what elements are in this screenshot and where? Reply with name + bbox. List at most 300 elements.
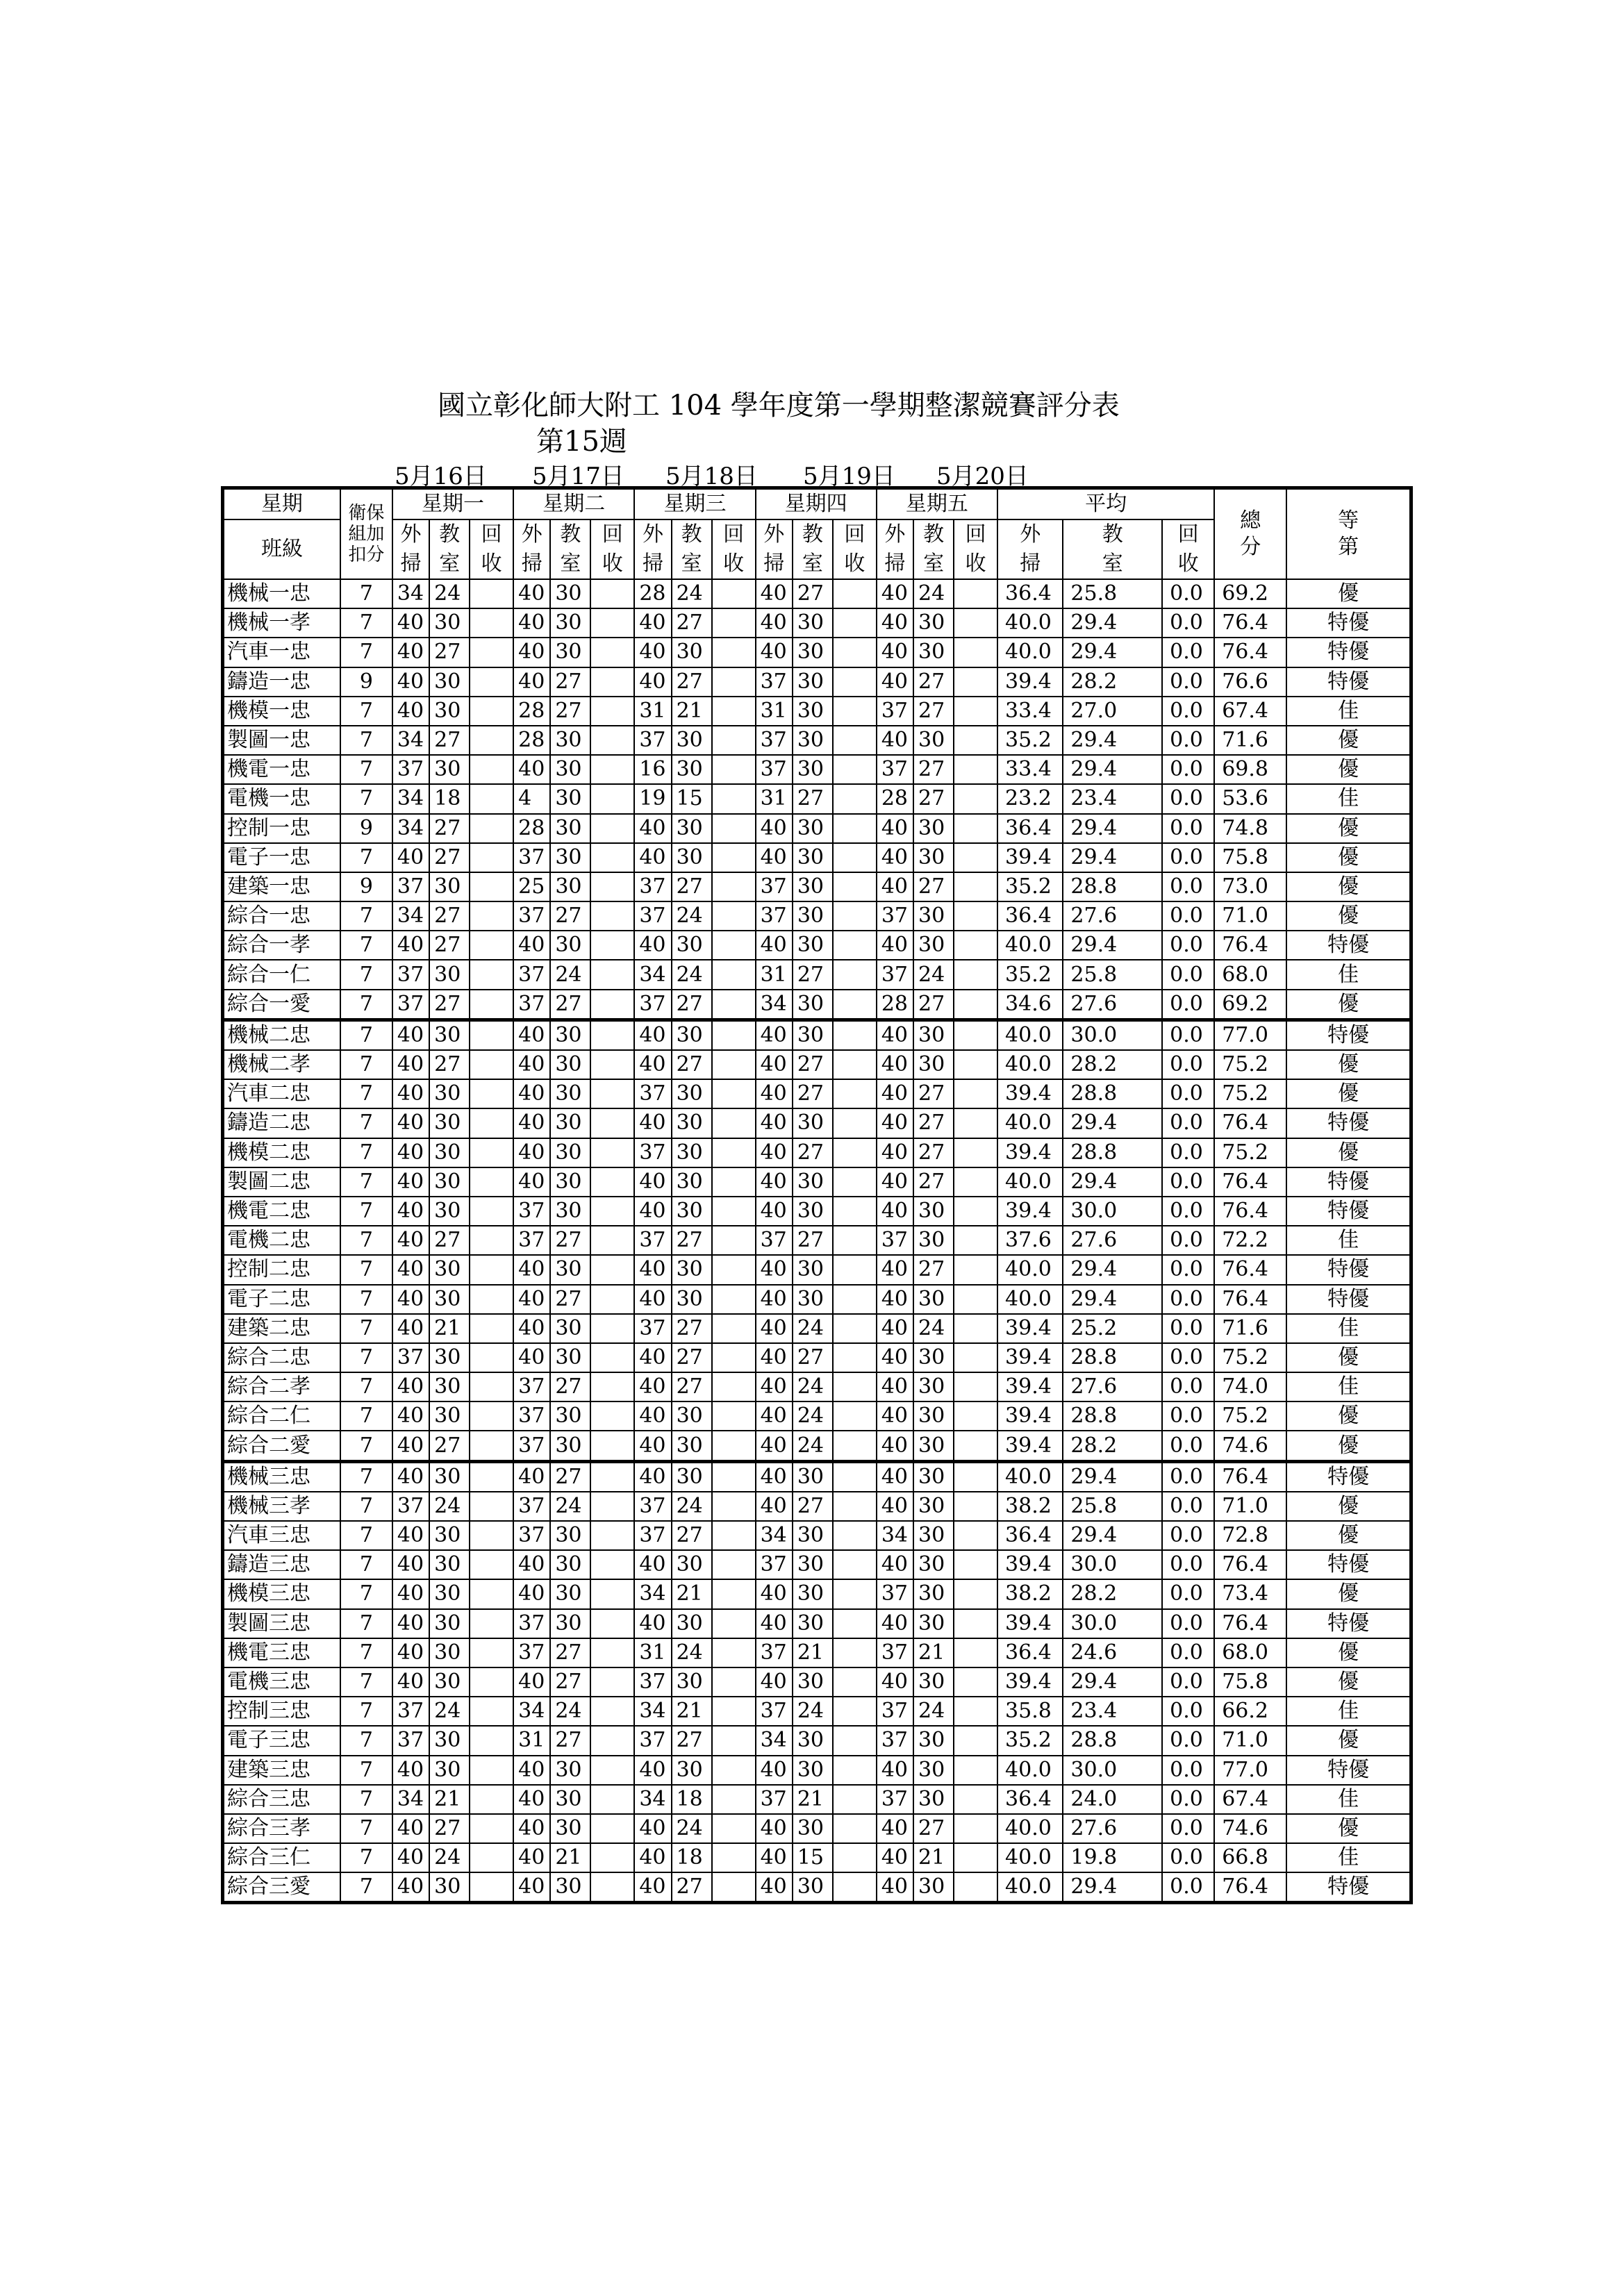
classroom-score-cell: 30 [672, 1108, 712, 1138]
grade-cell: 優 [1286, 726, 1411, 755]
recycle-score-cell [833, 1638, 877, 1667]
classroom-score-cell: 30 [429, 1138, 470, 1167]
recycle-score-cell [470, 1697, 513, 1726]
classroom-score-cell: 24 [672, 901, 712, 931]
classroom-score-cell: 24 [672, 960, 712, 989]
avg-outdoor-cell: 35.2 [997, 960, 1063, 989]
deduction-cell: 9 [340, 872, 392, 901]
grade-cell: 佳 [1286, 1697, 1411, 1726]
outdoor-score-cell: 40 [634, 843, 671, 872]
recycle-score-cell [712, 931, 756, 960]
classroom-score-cell: 30 [672, 1020, 712, 1050]
recycle-score-cell [712, 638, 756, 667]
classroom-score-cell: 30 [550, 726, 590, 755]
avg-recycle-cell: 0.0 [1162, 697, 1214, 726]
classroom-score-cell: 27 [429, 901, 470, 931]
total-cell: 75.8 [1214, 843, 1286, 872]
recycle-score-cell [954, 1431, 997, 1461]
recycle-score-cell [470, 1579, 513, 1608]
recycle-score-cell [470, 1843, 513, 1872]
outdoor-score-cell: 37 [513, 1226, 550, 1255]
table-row [223, 1197, 1411, 1226]
total-header [1214, 488, 1286, 580]
avg-recycle-cell: 0.0 [1162, 872, 1214, 901]
grade-cell: 特優 [1286, 1609, 1411, 1638]
avg-outdoor-cell: 40.0 [997, 1050, 1063, 1079]
outdoor-score-cell: 40 [877, 1550, 913, 1579]
outdoor-score-cell: 40 [392, 1108, 429, 1138]
classroom-score-cell: 30 [672, 1255, 712, 1284]
classroom-score-cell: 21 [429, 1785, 470, 1814]
deduction-cell: 7 [340, 901, 392, 931]
avg-outdoor-cell: 40.0 [997, 1020, 1063, 1050]
total-cell: 67.4 [1214, 697, 1286, 726]
outdoor-score-cell: 28 [877, 784, 913, 813]
classroom-score-cell: 27 [913, 755, 954, 784]
outdoor-score-cell: 40 [877, 1872, 913, 1903]
outdoor-score-cell: 40 [392, 843, 429, 872]
recycle-score-cell [954, 814, 997, 843]
avg-recycle-cell: 0.0 [1162, 960, 1214, 989]
recycle-score-cell [470, 1726, 513, 1755]
recycle-score-cell [954, 1255, 997, 1284]
deduction-cell: 7 [340, 1843, 392, 1872]
classroom-score-cell: 24 [793, 1314, 833, 1343]
recycle-score-cell [590, 1431, 634, 1461]
classroom-score-cell: 30 [429, 1020, 470, 1050]
grade-cell: 優 [1286, 1050, 1411, 1079]
grade-cell: 優 [1286, 1079, 1411, 1108]
classroom-score-cell: 27 [913, 872, 954, 901]
sub-header-top: 外 [997, 519, 1063, 549]
avg-recycle-cell: 0.0 [1162, 1372, 1214, 1401]
recycle-score-cell [470, 1079, 513, 1108]
avg-outdoor-cell: 35.2 [997, 726, 1063, 755]
outdoor-score-cell: 37 [513, 1521, 550, 1550]
sub-header-bottom: 收 [1162, 549, 1214, 579]
outdoor-score-cell: 37 [513, 1492, 550, 1521]
recycle-score-cell [954, 1020, 997, 1050]
sub-header-top: 教 [913, 519, 954, 549]
outdoor-score-cell: 37 [756, 755, 793, 784]
classroom-score-cell: 24 [429, 1492, 470, 1521]
outdoor-score-cell: 4 [513, 784, 550, 813]
classroom-score-cell: 27 [913, 1138, 954, 1167]
outdoor-score-cell: 31 [756, 784, 793, 813]
classroom-score-cell: 30 [550, 1108, 590, 1138]
classroom-score-cell: 21 [672, 697, 712, 726]
table-row [223, 638, 1411, 667]
classroom-score-cell: 27 [550, 1285, 590, 1314]
outdoor-score-cell: 40 [392, 1814, 429, 1843]
classroom-score-cell: 27 [793, 1050, 833, 1079]
deduction-cell: 7 [340, 1138, 392, 1167]
outdoor-score-cell: 28 [513, 726, 550, 755]
sub-header-top: 回 [712, 519, 756, 549]
outdoor-score-cell: 34 [392, 579, 429, 608]
recycle-score-cell [712, 608, 756, 638]
classroom-score-cell: 18 [672, 1843, 712, 1872]
recycle-score-cell [954, 726, 997, 755]
classroom-score-cell: 30 [793, 1461, 833, 1492]
total-cell: 76.4 [1214, 1167, 1286, 1197]
outdoor-score-cell: 40 [877, 814, 913, 843]
outdoor-score-cell: 37 [392, 1492, 429, 1521]
avg-recycle-cell: 0.0 [1162, 1492, 1214, 1521]
recycle-score-cell [470, 1785, 513, 1814]
outdoor-score-cell: 40 [392, 1020, 429, 1050]
recycle-score-cell [833, 1843, 877, 1872]
classroom-score-cell: 30 [550, 1138, 590, 1167]
recycle-score-cell [590, 1550, 634, 1579]
total-cell: 74.6 [1214, 1814, 1286, 1843]
deduction-cell: 7 [340, 1638, 392, 1667]
class-name-cell: 汽車二忠 [223, 1079, 340, 1108]
recycle-score-cell [954, 667, 997, 697]
classroom-score-cell: 24 [672, 1492, 712, 1521]
outdoor-score-cell: 34 [392, 726, 429, 755]
avg-recycle-cell: 0.0 [1162, 1697, 1214, 1726]
grade-cell: 優 [1286, 755, 1411, 784]
avg-recycle-cell: 0.0 [1162, 1079, 1214, 1108]
recycle-score-cell [470, 1108, 513, 1138]
recycle-score-cell [833, 1226, 877, 1255]
avg-classroom-cell: 28.8 [1063, 1401, 1162, 1431]
outdoor-score-cell: 40 [877, 1343, 913, 1372]
classroom-score-cell: 27 [672, 608, 712, 638]
outdoor-score-cell: 40 [634, 1050, 671, 1079]
deduction-cell: 7 [340, 1492, 392, 1521]
sub-header-top: 外 [877, 519, 913, 549]
outdoor-score-cell: 40 [756, 1343, 793, 1372]
recycle-score-cell [590, 1079, 634, 1108]
classroom-score-cell: 30 [793, 990, 833, 1020]
outdoor-score-cell: 40 [756, 1285, 793, 1314]
classroom-score-cell: 24 [672, 1814, 712, 1843]
total-cell: 66.8 [1214, 1843, 1286, 1872]
outdoor-score-cell: 37 [756, 1785, 793, 1814]
outdoor-score-cell: 28 [877, 990, 913, 1020]
classroom-score-cell: 30 [672, 1401, 712, 1431]
outdoor-score-cell: 40 [392, 638, 429, 667]
classroom-score-cell: 30 [913, 1343, 954, 1372]
recycle-score-cell [833, 608, 877, 638]
deduction-cell: 7 [340, 1167, 392, 1197]
outdoor-score-cell: 31 [634, 697, 671, 726]
recycle-score-cell [590, 1108, 634, 1138]
outdoor-score-cell: 40 [513, 755, 550, 784]
classroom-score-cell: 30 [793, 1108, 833, 1138]
classroom-score-cell: 30 [793, 901, 833, 931]
sub-header-top: 外 [634, 519, 671, 549]
recycle-score-cell [590, 1872, 634, 1903]
outdoor-score-cell: 40 [634, 931, 671, 960]
recycle-score-cell [954, 608, 997, 638]
recycle-score-cell [833, 1431, 877, 1461]
classroom-score-cell: 15 [672, 784, 712, 813]
deduction-cell: 7 [340, 755, 392, 784]
sub-header-bottom: 室 [550, 549, 590, 579]
avg-classroom-cell: 25.2 [1063, 1314, 1162, 1343]
recycle-score-cell [712, 697, 756, 726]
avg-recycle-cell: 0.0 [1162, 1756, 1214, 1785]
sub-header-bottom: 掃 [756, 549, 793, 579]
outdoor-score-cell: 40 [877, 1285, 913, 1314]
recycle-score-cell [954, 1461, 997, 1492]
recycle-score-cell [954, 990, 997, 1020]
total-cell: 73.4 [1214, 1579, 1286, 1608]
classroom-score-cell: 30 [429, 1756, 470, 1785]
classroom-score-cell: 30 [429, 1197, 470, 1226]
outdoor-score-cell: 40 [756, 1108, 793, 1138]
class-name-cell: 機模一忠 [223, 697, 340, 726]
outdoor-score-cell: 40 [877, 1609, 913, 1638]
classroom-score-cell: 30 [913, 843, 954, 872]
recycle-score-cell [833, 1697, 877, 1726]
avg-recycle-cell: 0.0 [1162, 1020, 1214, 1050]
recycle-score-cell [954, 1872, 997, 1903]
classroom-score-cell: 30 [793, 697, 833, 726]
outdoor-score-cell: 40 [756, 1167, 793, 1197]
recycle-score-cell [590, 1226, 634, 1255]
outdoor-score-cell: 40 [634, 1756, 671, 1785]
deduction-cell: 7 [340, 608, 392, 638]
outdoor-score-cell: 40 [756, 1401, 793, 1431]
grade-cell: 特優 [1286, 931, 1411, 960]
class-name-cell: 電子一忠 [223, 843, 340, 872]
class-name-cell: 電機三忠 [223, 1667, 340, 1697]
total-cell: 67.4 [1214, 1785, 1286, 1814]
recycle-score-cell [590, 755, 634, 784]
avg-outdoor-cell: 40.0 [997, 1843, 1063, 1872]
class-name-cell: 鑄造三忠 [223, 1550, 340, 1579]
avg-outdoor-cell: 36.4 [997, 901, 1063, 931]
recycle-score-cell [590, 1492, 634, 1521]
classroom-score-cell: 30 [913, 1492, 954, 1521]
avg-classroom-cell: 29.4 [1063, 1285, 1162, 1314]
classroom-score-cell: 27 [550, 667, 590, 697]
classroom-score-cell: 27 [672, 1226, 712, 1255]
outdoor-score-cell: 40 [877, 1461, 913, 1492]
deduction-cell: 9 [340, 814, 392, 843]
outdoor-score-cell: 37 [877, 901, 913, 931]
grade-cell: 佳 [1286, 1843, 1411, 1872]
classroom-score-cell: 27 [672, 667, 712, 697]
classroom-score-cell: 24 [793, 1401, 833, 1431]
avg-recycle-cell: 0.0 [1162, 1785, 1214, 1814]
outdoor-score-cell: 40 [756, 1872, 793, 1903]
outdoor-score-cell: 37 [634, 901, 671, 931]
classroom-score-cell: 24 [672, 1638, 712, 1667]
outdoor-score-cell: 37 [877, 1638, 913, 1667]
total-cell: 69.2 [1214, 990, 1286, 1020]
recycle-score-cell [590, 1167, 634, 1197]
classroom-score-cell: 30 [429, 1372, 470, 1401]
outdoor-score-cell: 40 [513, 1020, 550, 1050]
sub-header-top: 回 [954, 519, 997, 549]
recycle-score-cell [712, 1579, 756, 1608]
sub-header-top: 教 [1063, 519, 1162, 549]
class-name-cell: 機械三忠 [223, 1461, 340, 1492]
outdoor-score-cell: 37 [756, 1550, 793, 1579]
classroom-score-cell: 30 [429, 1108, 470, 1138]
avg-outdoor-cell: 39.4 [997, 1550, 1063, 1579]
table-row [223, 755, 1411, 784]
recycle-score-cell [470, 726, 513, 755]
classroom-score-cell: 27 [793, 1079, 833, 1108]
classroom-score-cell: 27 [913, 784, 954, 813]
recycle-score-cell [470, 1314, 513, 1343]
classroom-score-cell: 30 [550, 1872, 590, 1903]
classroom-score-cell: 30 [672, 1756, 712, 1785]
recycle-score-cell [470, 1020, 513, 1050]
date-label: 5月16日 [395, 463, 487, 490]
avg-classroom-cell: 27.0 [1063, 697, 1162, 726]
recycle-score-cell [833, 1020, 877, 1050]
outdoor-score-cell: 40 [756, 843, 793, 872]
grade-cell: 佳 [1286, 1226, 1411, 1255]
recycle-score-cell [954, 901, 997, 931]
recycle-score-cell [833, 1343, 877, 1372]
recycle-score-cell [712, 1814, 756, 1843]
outdoor-score-cell: 40 [634, 608, 671, 638]
classroom-score-cell: 21 [793, 1785, 833, 1814]
class-name-cell: 綜合三忠 [223, 1785, 340, 1814]
classroom-score-cell: 30 [429, 872, 470, 901]
classroom-score-cell: 30 [550, 579, 590, 608]
classroom-score-cell: 24 [550, 1697, 590, 1726]
grade-cell: 優 [1286, 1343, 1411, 1372]
outdoor-score-cell: 40 [756, 638, 793, 667]
recycle-score-cell [954, 1343, 997, 1372]
classroom-score-cell: 30 [913, 1020, 954, 1050]
total-header-top: 總 [1240, 508, 1261, 533]
total-cell: 68.0 [1214, 960, 1286, 989]
grade-cell: 佳 [1286, 960, 1411, 989]
classroom-score-cell: 18 [672, 1785, 712, 1814]
outdoor-score-cell: 37 [392, 872, 429, 901]
outdoor-score-cell: 37 [634, 1226, 671, 1255]
recycle-score-cell [954, 1756, 997, 1785]
deduction-header [340, 488, 392, 580]
outdoor-score-cell: 37 [756, 1226, 793, 1255]
recycle-score-cell [712, 1020, 756, 1050]
classroom-score-cell: 27 [672, 1050, 712, 1079]
avg-recycle-cell: 0.0 [1162, 1872, 1214, 1903]
avg-classroom-cell: 29.4 [1063, 608, 1162, 638]
table-row [223, 726, 1411, 755]
deduction-cell: 7 [340, 1785, 392, 1814]
table-row [223, 1020, 1411, 1050]
deduction-cell: 7 [340, 579, 392, 608]
table-row [223, 1785, 1411, 1814]
avg-outdoor-cell: 36.4 [997, 814, 1063, 843]
avg-classroom-cell: 30.0 [1063, 1197, 1162, 1226]
recycle-score-cell [954, 1197, 997, 1226]
classroom-score-cell: 27 [913, 1079, 954, 1108]
class-name-cell: 建築一忠 [223, 872, 340, 901]
avg-classroom-cell: 28.2 [1063, 1050, 1162, 1079]
classroom-score-cell: 30 [429, 1167, 470, 1197]
avg-recycle-cell: 0.0 [1162, 1638, 1214, 1667]
class-name-cell: 機模二忠 [223, 1138, 340, 1167]
recycle-score-cell [954, 1167, 997, 1197]
classroom-score-cell: 15 [793, 1843, 833, 1872]
classroom-score-cell: 30 [550, 1255, 590, 1284]
classroom-score-cell: 27 [913, 667, 954, 697]
classroom-score-cell: 21 [793, 1638, 833, 1667]
avg-recycle-cell: 0.0 [1162, 1550, 1214, 1579]
recycle-score-cell [590, 843, 634, 872]
recycle-score-cell [954, 697, 997, 726]
classroom-score-cell: 24 [913, 1697, 954, 1726]
sub-header-top: 回 [1162, 519, 1214, 549]
classroom-score-cell: 30 [429, 1550, 470, 1579]
classroom-score-cell: 21 [672, 1697, 712, 1726]
recycle-score-cell [712, 1314, 756, 1343]
recycle-score-cell [833, 1197, 877, 1226]
classroom-score-cell: 30 [672, 1550, 712, 1579]
classroom-score-cell: 27 [550, 697, 590, 726]
outdoor-score-cell: 34 [392, 814, 429, 843]
avg-outdoor-cell: 36.4 [997, 1521, 1063, 1550]
total-cell: 76.4 [1214, 931, 1286, 960]
recycle-score-cell [954, 1050, 997, 1079]
classroom-score-cell: 30 [913, 901, 954, 931]
avg-outdoor-cell: 40.0 [997, 1285, 1063, 1314]
class-name-cell: 機電二忠 [223, 1197, 340, 1226]
recycle-score-cell [590, 1638, 634, 1667]
grade-header [1286, 488, 1411, 580]
classroom-score-cell: 27 [429, 726, 470, 755]
deduction-cell: 7 [340, 1197, 392, 1226]
outdoor-score-cell: 40 [392, 1667, 429, 1697]
total-cell: 66.2 [1214, 1697, 1286, 1726]
total-cell: 76.6 [1214, 667, 1286, 697]
recycle-score-cell [954, 638, 997, 667]
grade-cell: 特優 [1286, 1108, 1411, 1138]
deduction-cell: 7 [340, 960, 392, 989]
outdoor-score-cell: 40 [634, 1343, 671, 1372]
avg-classroom-cell: 28.8 [1063, 1138, 1162, 1167]
recycle-score-cell [833, 1314, 877, 1343]
avg-recycle-cell: 0.0 [1162, 608, 1214, 638]
classroom-score-cell: 27 [672, 872, 712, 901]
recycle-score-cell [470, 1050, 513, 1079]
date-label: 5月17日 [532, 463, 624, 490]
total-cell: 75.2 [1214, 1343, 1286, 1372]
deduction-cell: 7 [340, 990, 392, 1020]
avg-recycle-cell: 0.0 [1162, 1255, 1214, 1284]
outdoor-score-cell: 40 [877, 1167, 913, 1197]
recycle-score-cell [833, 1756, 877, 1785]
deduction-cell: 7 [340, 931, 392, 960]
recycle-score-cell [712, 1197, 756, 1226]
recycle-score-cell [590, 931, 634, 960]
deduction-header-line: 組加 [348, 524, 385, 544]
avg-outdoor-cell: 40.0 [997, 1461, 1063, 1492]
classroom-score-cell: 27 [793, 1492, 833, 1521]
classroom-score-cell: 30 [429, 1579, 470, 1608]
grade-cell: 特優 [1286, 1255, 1411, 1284]
total-cell: 53.6 [1214, 784, 1286, 813]
avg-classroom-cell: 25.8 [1063, 960, 1162, 989]
recycle-score-cell [590, 579, 634, 608]
outdoor-score-cell: 40 [877, 1050, 913, 1079]
recycle-score-cell [590, 1461, 634, 1492]
outdoor-score-cell: 40 [392, 667, 429, 697]
recycle-score-cell [833, 755, 877, 784]
